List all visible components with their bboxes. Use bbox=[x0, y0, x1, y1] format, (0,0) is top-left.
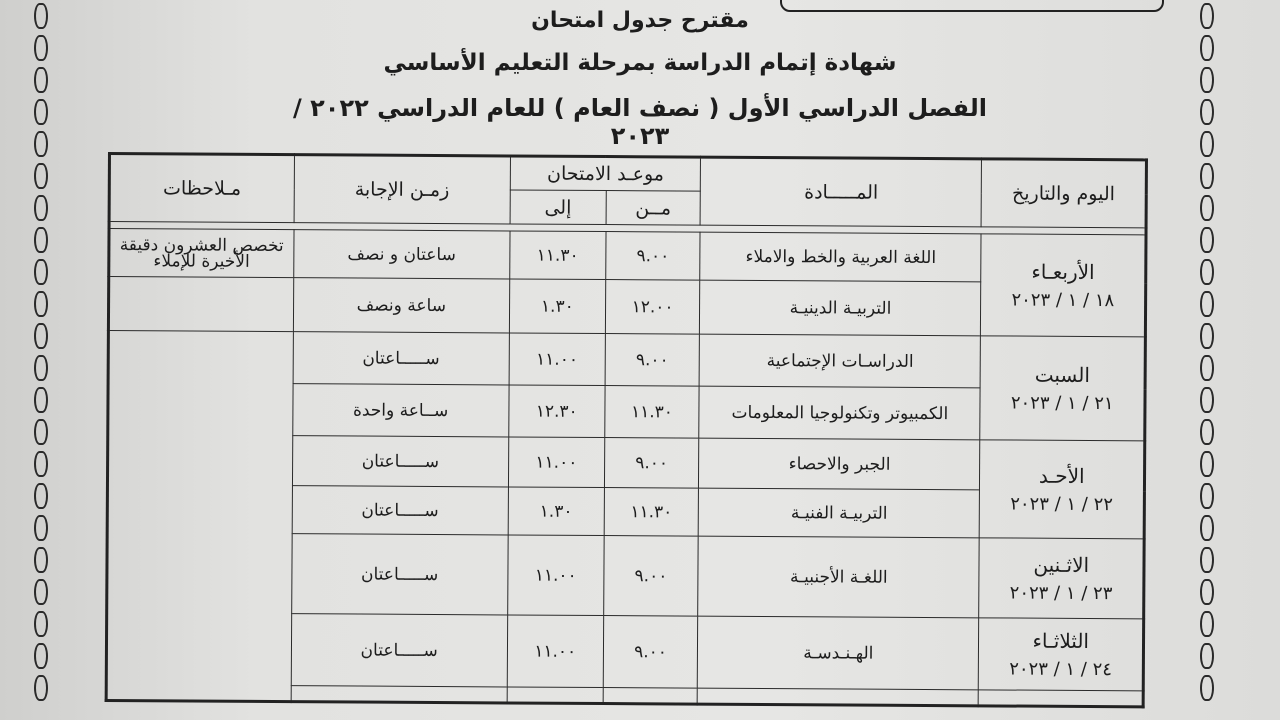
notes-cell: تخصص العشرون دقيقة الأخيرة للإملاء bbox=[109, 229, 294, 278]
day-name: الثلاثـاء bbox=[1032, 628, 1090, 654]
right-ornamental-border bbox=[1196, 0, 1218, 720]
to-cell: ١١.٠٠ bbox=[508, 535, 604, 616]
notes-cell bbox=[108, 277, 293, 332]
duration-cell: ساعة ونصف bbox=[293, 278, 510, 333]
duration-cell: ســـــاعتان bbox=[291, 614, 508, 687]
day-date: ٢٤ / ١ / ٢٠٢٣ bbox=[1009, 658, 1113, 681]
subject-cell: التربيـة الدينيـة bbox=[700, 280, 981, 336]
duration-cell bbox=[291, 686, 507, 703]
border-ornament bbox=[1200, 515, 1214, 541]
from-cell bbox=[603, 688, 698, 705]
schedule-body bbox=[106, 222, 1146, 707]
to-cell bbox=[507, 687, 603, 704]
to-cell: ١١.٣٠ bbox=[510, 231, 606, 280]
border-ornament bbox=[1200, 131, 1214, 157]
subject-cell: الكمبيوتر وتكنولوجيا المعلومات bbox=[699, 386, 980, 440]
document-title: مقترح جدول امتحان bbox=[531, 8, 749, 33]
border-ornament bbox=[1200, 163, 1214, 189]
border-ornament bbox=[1200, 547, 1214, 573]
day-cell bbox=[981, 234, 1146, 337]
border-ornament bbox=[34, 259, 48, 285]
document-subtitle: شهادة إتمام الدراسة بمرحلة التعليم الأساسي bbox=[383, 50, 897, 76]
day-date: ٢٣ / ١ / ٢٠٢٣ bbox=[1009, 582, 1113, 605]
border-ornament bbox=[34, 35, 48, 61]
border-ornament bbox=[34, 67, 48, 93]
border-ornament bbox=[34, 547, 48, 573]
from-cell: ١١.٣٠ bbox=[604, 386, 699, 439]
from-cell: ٩.٠٠ bbox=[605, 232, 700, 281]
border-ornament bbox=[34, 387, 48, 413]
border-ornament bbox=[1200, 35, 1214, 61]
border-ornament bbox=[1200, 291, 1214, 317]
to-cell: ١.٣٠ bbox=[508, 487, 604, 536]
day-name: الأحـد bbox=[1038, 463, 1085, 488]
notes-cell bbox=[106, 331, 293, 702]
header-subject: المـــــادة bbox=[700, 157, 981, 227]
day-cell bbox=[980, 440, 1145, 539]
day-cell bbox=[979, 690, 1144, 707]
exam-schedule-table bbox=[105, 152, 1148, 708]
day-name: الاثـنين bbox=[1033, 552, 1090, 578]
border-ornament bbox=[34, 579, 48, 605]
border-ornament bbox=[34, 419, 48, 445]
border-ornament bbox=[34, 195, 48, 221]
border-ornament bbox=[34, 675, 48, 701]
border-ornament bbox=[1200, 579, 1214, 605]
day-cell bbox=[979, 538, 1144, 619]
day-name: السبت bbox=[1034, 362, 1091, 388]
document-term-line: الفصل الدراسي الأول ( نصف العام ) للعام الدراسي ٢٠٢٢ / ٢٠٢٣ bbox=[293, 94, 987, 150]
subject-cell: الدراسـات الإجتماعية bbox=[700, 334, 981, 388]
border-ornament bbox=[34, 227, 48, 253]
to-cell: ١١.٠٠ bbox=[509, 333, 605, 386]
from-cell: ١٢.٠٠ bbox=[605, 280, 700, 335]
day-name: الأربعـاء bbox=[1031, 259, 1095, 285]
border-ornament bbox=[1200, 259, 1214, 285]
subject-cell bbox=[698, 688, 979, 706]
border-ornament bbox=[34, 451, 48, 477]
subject-cell: الهـنـدسـة bbox=[698, 616, 979, 690]
header-exam-time: موعـد الامتحان bbox=[510, 156, 701, 191]
duration-cell: ســـــاعتان bbox=[292, 436, 509, 487]
border-ornament bbox=[1200, 67, 1214, 93]
border-ornament bbox=[1200, 195, 1214, 221]
border-ornament bbox=[1200, 643, 1214, 669]
day-cell bbox=[979, 618, 1144, 691]
from-cell: ٩.٠٠ bbox=[604, 438, 699, 489]
border-ornament bbox=[34, 355, 48, 381]
from-cell: ٩.٠٠ bbox=[603, 536, 698, 617]
border-ornament bbox=[1200, 99, 1214, 125]
to-cell: ١١.٠٠ bbox=[507, 615, 603, 688]
border-ornament bbox=[1200, 451, 1214, 477]
table-row bbox=[108, 331, 1145, 389]
day-date: ٢١ / ١ / ٢٠٢٣ bbox=[1010, 392, 1114, 415]
to-cell: ١.٣٠ bbox=[509, 279, 605, 334]
border-ornament bbox=[1200, 611, 1214, 637]
border-ornament bbox=[34, 291, 48, 317]
border-ornament bbox=[1200, 387, 1214, 413]
border-ornament bbox=[1200, 323, 1214, 349]
subject-cell: اللغـة الأجنبيـة bbox=[698, 536, 980, 618]
subject-cell: الجبر والاحصاء bbox=[699, 438, 980, 490]
border-ornament bbox=[34, 99, 48, 125]
subject-cell: التربيـة الفنيـة bbox=[699, 488, 980, 538]
day-date: ٢٢ / ١ / ٢٠٢٣ bbox=[1010, 493, 1114, 516]
border-ornament bbox=[1200, 675, 1214, 701]
duration-cell: ساعتان و نصف bbox=[293, 230, 510, 279]
border-ornament bbox=[34, 163, 48, 189]
table-row bbox=[109, 229, 1146, 283]
day-cell bbox=[980, 336, 1145, 441]
header-to: إلى bbox=[510, 190, 606, 225]
header-duration: زمـن الإجابة bbox=[294, 155, 511, 224]
border-ornament bbox=[1200, 355, 1214, 381]
border-ornament bbox=[1200, 483, 1214, 509]
border-ornament bbox=[34, 131, 48, 157]
duration-cell: ســـــاعتان bbox=[293, 332, 510, 385]
from-cell: ٩.٠٠ bbox=[603, 616, 698, 689]
border-ornament bbox=[34, 643, 48, 669]
border-ornament bbox=[34, 323, 48, 349]
border-ornament bbox=[34, 515, 48, 541]
border-ornament bbox=[34, 483, 48, 509]
left-ornamental-border bbox=[30, 0, 52, 720]
day-date: ١٨ / ١ / ٢٠٢٣ bbox=[1011, 289, 1115, 312]
header-notes: مـلاحظات bbox=[109, 154, 294, 223]
to-cell: ١١.٠٠ bbox=[508, 437, 604, 488]
from-cell: ١١.٣٠ bbox=[604, 488, 699, 537]
border-ornament bbox=[34, 3, 48, 29]
header-day-date: اليوم والتاريخ bbox=[982, 159, 1147, 228]
duration-cell: ســـــاعتان bbox=[291, 534, 508, 615]
subject-cell: اللغة العربية والخط والاملاء bbox=[700, 232, 981, 282]
border-ornament bbox=[1200, 227, 1214, 253]
duration-cell: ســاعة واحدة bbox=[292, 384, 509, 437]
header-from: مــن bbox=[606, 191, 701, 226]
border-ornament bbox=[1200, 419, 1214, 445]
to-cell: ١٢.٣٠ bbox=[509, 385, 605, 438]
from-cell: ٩.٠٠ bbox=[605, 334, 700, 387]
border-ornament bbox=[1200, 3, 1214, 29]
duration-cell: ســـــاعتان bbox=[292, 486, 509, 535]
border-ornament bbox=[34, 611, 48, 637]
